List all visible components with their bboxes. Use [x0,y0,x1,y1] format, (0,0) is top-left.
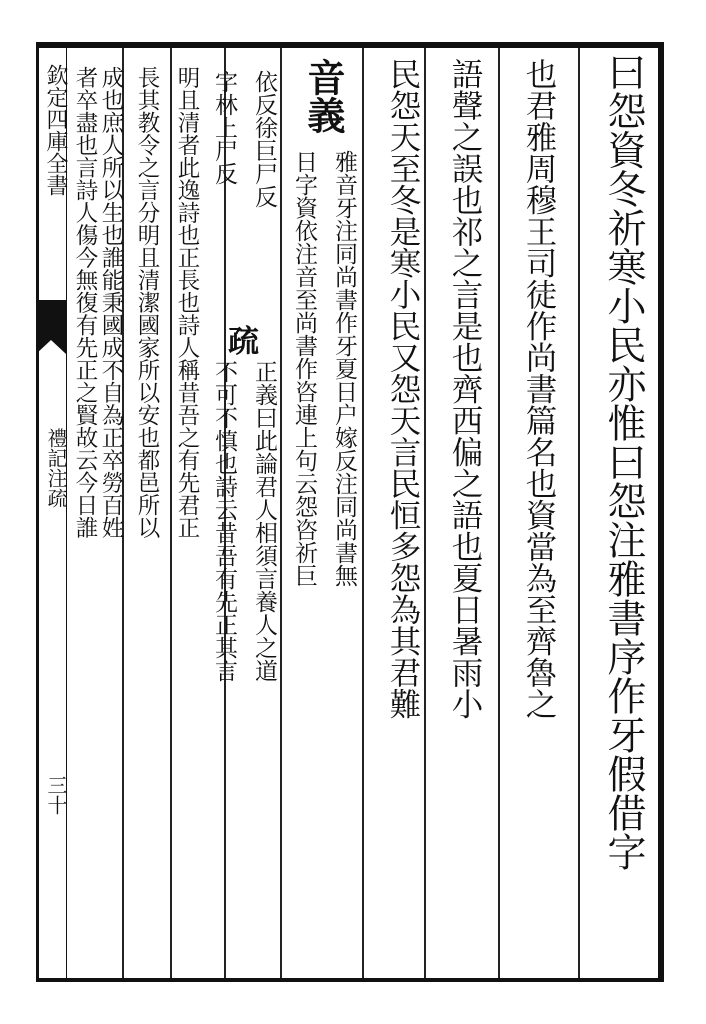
subnote-column: 長其教令之言分明且清潔國家所以安也都邑所以 [134,66,160,539]
column-rule [362,48,364,978]
frame-top-border [36,42,664,48]
text-column: 語聲之誤也祁之言是也齊西偏之語也夏日暑雨小 [447,58,483,720]
subnote-column: 成也庶人所以生也誰能秉國成不自為正卒勞百姓 [98,66,124,539]
subnote-column: 正義曰此論君人相須言養人之道 [251,360,277,682]
column-rule [498,48,500,978]
page-number: 三十 [44,775,68,815]
subnote-column: 者卒盡也言詩人傷今無復有先正之賢故云今日誰 [72,66,98,539]
text-column: 曰怨資冬祈寒小民亦惟曰怨注雅書序作牙假借字 [601,52,646,871]
subnote-column: 不可不慎也詩云昔吾有先正其言 [211,360,237,682]
fishtail-mark-icon [36,300,66,340]
frame-bottom-border [36,978,664,982]
text-column: 也君雅周穆王司徒作尚書篇名也資當為至齊魯之 [521,58,557,720]
shu-heading: 疏 [228,324,259,360]
subnote-column: 字林上尸反 [211,70,237,185]
subnote-column: 雅音牙注同尚書作牙夏日户嫁反注同尚書無 [331,150,357,587]
subnote-column: 日字資依注音至尚書作咨連上句云怨咨祈巨 [291,150,317,587]
subnote-column: 依反徐巨尸反 [251,70,277,208]
frame-left-border [36,42,39,982]
subnote-column: 明且清者此逸詩也正長也詩人稱昔吾之有先君正 [174,66,200,539]
book-title: 欽定四庫全書 [43,64,68,196]
yinyi-heading: 音義 [301,58,346,134]
frame-right-border [658,42,664,982]
section-title: 禮記注疏 [44,428,68,508]
column-rule [170,48,172,978]
column-rule [578,48,580,978]
column-rule [280,48,282,978]
text-column: 民怨天至冬是寒小民又怨天言民恒多怨為其君難 [385,58,421,720]
